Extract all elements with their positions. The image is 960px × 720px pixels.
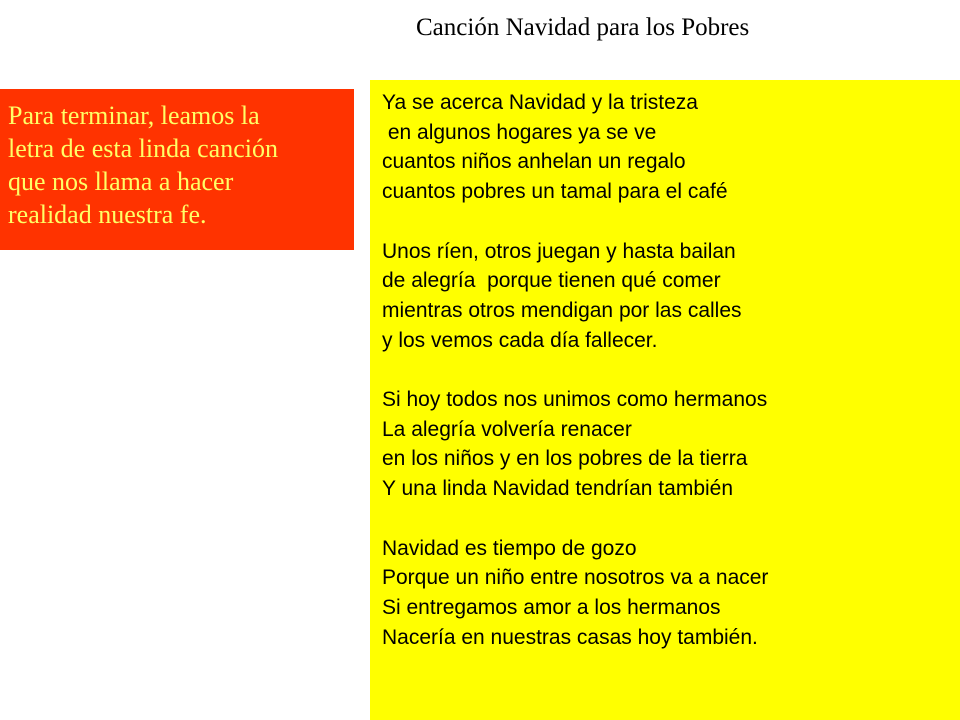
verse-line: La alegría volvería renacer: [382, 417, 632, 441]
lyrics-box: [370, 80, 960, 720]
intro-line: realidad nuestra fe.: [8, 200, 207, 229]
verse-line: Ya se acerca Navidad y la tristeza: [382, 91, 698, 114]
intro-line: que nos llama a hacer: [8, 167, 234, 196]
verse-line: Porque un niño entre nosotros va a nacer: [382, 566, 769, 590]
verse-line: de alegría porque tienen qué comer: [382, 269, 721, 293]
intro-line: Para terminar, leamos la: [8, 101, 260, 130]
verse-line: Unos ríen, otros juegan y hasta bailan: [382, 239, 736, 263]
verse-line: cuantos pobres un tamal para el café: [382, 180, 728, 204]
intro-box: [0, 89, 354, 250]
verse-line: Navidad es tiempo de gozo: [382, 536, 637, 560]
verse-line: cuantos niños anhelan un regalo: [382, 150, 686, 174]
intro-line: letra de esta linda canción: [8, 134, 278, 163]
stanza-3: [382, 385, 960, 504]
verse-line: en los niños y en los pobres de la tierra: [382, 447, 748, 471]
verse-line: Nacería en nuestras casas hoy también.: [382, 625, 758, 649]
stanza-1: [382, 88, 960, 207]
verse-line: mientras otros mendigan por las calles: [382, 298, 742, 322]
verse-line: y los vemos cada día fallecer.: [382, 328, 658, 352]
stanza-2: [382, 237, 960, 356]
verse-line: Si entregamos amor a los hermanos: [382, 595, 721, 619]
verse-line: Si hoy todos nos unimos como hermanos: [382, 388, 768, 411]
stanza-4: [382, 534, 960, 653]
verse-line: Y una linda Navidad tendrían también: [382, 477, 734, 501]
verse-line: en algunos hogares ya se ve: [382, 120, 657, 144]
slide-title: Canción Navidad para los Pobres: [416, 14, 750, 41]
